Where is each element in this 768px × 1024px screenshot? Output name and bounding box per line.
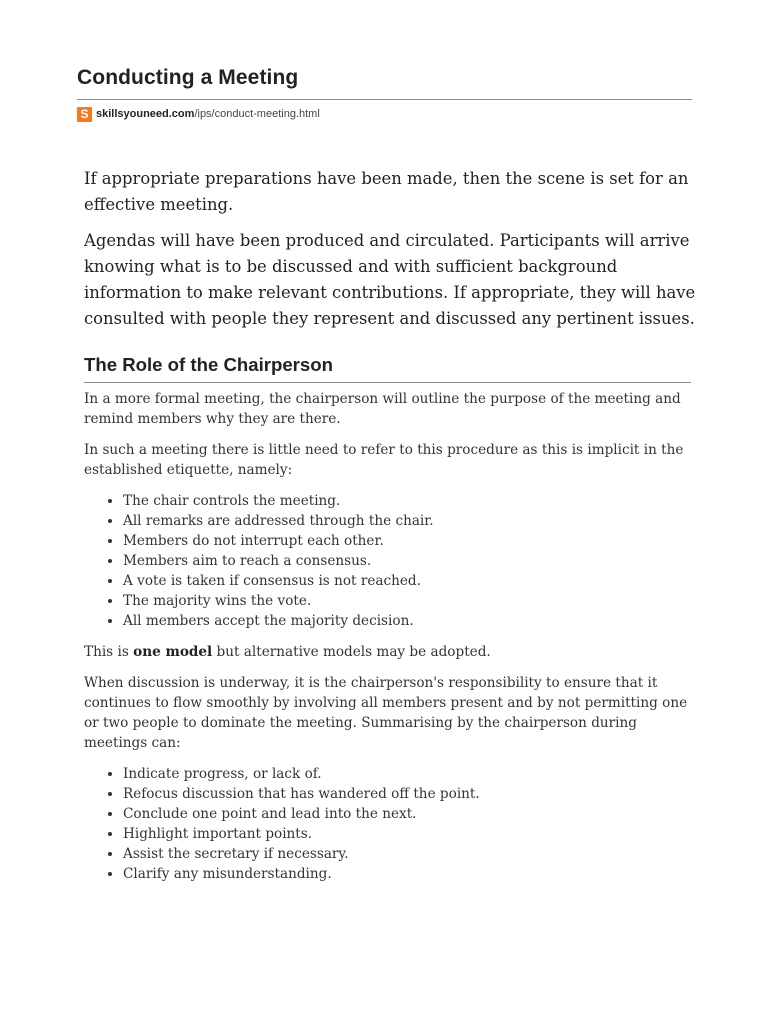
source-url[interactable] [77,105,320,123]
p3-emphasis: one model [133,644,213,660]
body-paragraph-4: When discussion is underway, it is the chairperson's responsibility to ensure that it continues to flow smoothly by involving all members present and by not permitting one or two people to dominate the meeting. Summarising by the chairperson during meetings can: [84,675,688,751]
list-item: • Conclude one point and lead into the next. [123,804,696,824]
list-item: • Members do not interrupt each other. [123,531,696,551]
body-paragraph-3 [84,642,696,662]
list-item: • All remarks are addressed through the chair. [123,511,696,531]
intro-paragraph-1: If appropriate preparations have been made, then the scene is set for an effective meeting. [84,169,689,214]
p3-lead: This is [84,644,134,660]
section-divider [84,382,691,383]
list-item: • Indicate progress, or lack of. [123,764,696,784]
list-item: • Members aim to reach a consensus. [123,551,696,571]
intro-paragraph-2: Agendas will have been produced and circulated. Participants will arrive knowing what is to be discussed and with sufficient background information to make relevant contributions. If appropriate, they will have consulted with people they represent and discussed any pertinent issues. [84,231,696,328]
skillsyouneed-logo-icon: S [77,107,92,122]
body-paragraph-1: In a more formal meeting, the chairperson will outline the purpose of the meeting and remind members why they are there. [84,391,681,427]
list-item: • Highlight important points. [123,824,696,844]
source-domain: skillsyouneed.com [96,108,195,120]
section-heading: The Role of the Chairperson [84,354,333,375]
list-item: • All members accept the majority decision. [123,611,696,631]
summarising-list [84,764,696,884]
page-title: Conducting a Meeting [77,66,299,89]
list-item: • The chair controls the meeting. [123,491,696,511]
article-body [84,166,696,895]
list-item: • Refocus discussion that has wandered off the point. [123,784,696,804]
list-item: • Assist the secretary if necessary. [123,844,696,864]
list-item: • The majority wins the vote. [123,591,696,611]
p3-tail: but alternative models may be adopted. [212,644,491,660]
source-path: /ips/conduct-meeting.html [194,108,320,120]
etiquette-list [84,491,696,631]
body-paragraph-2: In such a meeting there is little need to refer to this procedure as this is implicit in the established etiquette, namely: [84,442,684,478]
list-item: • Clarify any misunderstanding. [123,864,696,884]
list-item: • A vote is taken if consensus is not reached. [123,571,696,591]
title-divider [77,99,692,100]
